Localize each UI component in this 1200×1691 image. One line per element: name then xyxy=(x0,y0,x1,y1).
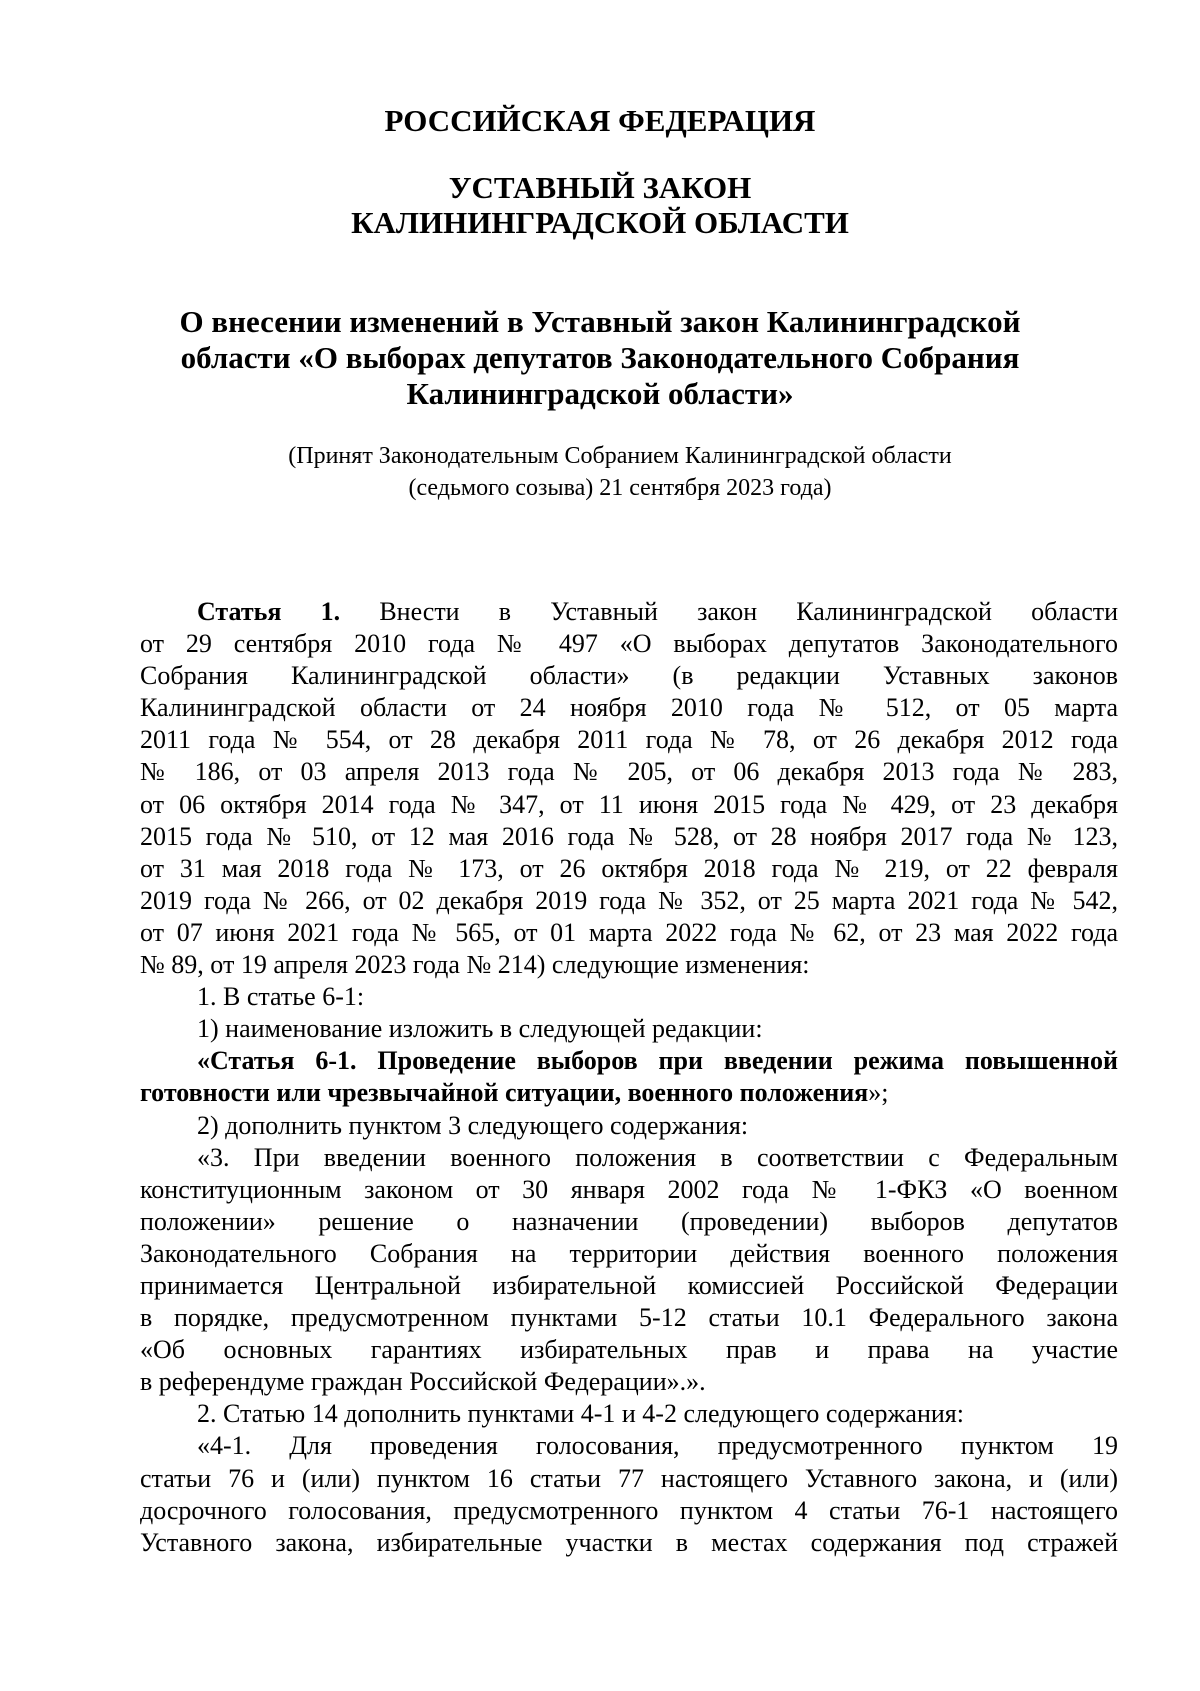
law-title-line2: области «О выборах депутатов Законодательного Собрания xyxy=(180,340,1020,375)
point-3-line: в порядке, предусмотренном пунктами 5-12 статьи 10.1 Федерального закона xyxy=(140,1303,1118,1333)
article-1-line: Калининградской области от 24 ноября 2010 года № 512, от 05 марта xyxy=(140,693,1118,723)
article-1-line: 2019 года № 266, от 02 декабря 2019 года № 352, от 25 марта 2021 года № 542, xyxy=(140,885,1118,915)
law-title-line1: О внесении изменений в Уставный закон Калининградской xyxy=(179,304,1021,339)
point-3-line: «3. При введении военного положения в соответствии с Федеральным xyxy=(197,1142,1118,1172)
law-type-heading-line1: УСТАВНЫЙ ЗАКОН xyxy=(448,170,752,205)
article-1-line: от 06 октября 2014 года № 347, от 11 июня 2015 года № 429, от 23 декабря xyxy=(140,789,1118,819)
article-1-line: от 07 июня 2021 года № 565, от 01 марта 2022 года № 62, от 23 мая 2022 года xyxy=(140,917,1118,947)
point-4-1-line: статьи 76 и (или) пунктом 16 статьи 77 настоящего Уставного закона, и (или) xyxy=(140,1463,1118,1493)
point-4-1-line: «4-1. Для проведения голосования, предусмотренного пунктом 19 xyxy=(197,1431,1118,1461)
point-3-line: положении» решение о назначении (проведении) выборов депутатов xyxy=(140,1206,1118,1236)
article-1-line: № 186, от 03 апреля 2013 года № 205, от 06 декабря 2013 года № 283, xyxy=(140,757,1118,787)
point-3-line: Законодательного Собрания на территории действия военного положения xyxy=(140,1238,1118,1268)
article-1-line-1: Статья 1. Внести в Уставный закон Калининградской области xyxy=(197,597,1119,626)
country-heading: РОССИЙСКАЯ ФЕДЕРАЦИЯ xyxy=(384,103,816,138)
article-1-line: 2015 года № 510, от 12 мая 2016 года № 528, от 28 ноября 2017 года № 123, xyxy=(140,821,1118,851)
adoption-note-line2: (седьмого созыва) 21 сентября 2023 года) xyxy=(408,475,832,501)
new-article-title-line2: готовности или чрезвычайной ситуации, военного положения»; xyxy=(140,1078,889,1108)
point-4-1-line: Уставного закона, избирательные участки в местах содержания под стражей xyxy=(140,1527,1118,1557)
article-1-line: № 89, от 19 апреля 2023 года № 214) следующие изменения: xyxy=(140,950,810,980)
point-3-line: в референдуме граждан Российской Федерации».». xyxy=(140,1367,706,1397)
item-1: 1. В статье 6-1: xyxy=(197,982,365,1012)
law-type-heading-line2: КАЛИНИНГРАДСКОЙ ОБЛАСТИ xyxy=(351,205,849,240)
article-1-line: от 31 мая 2018 года № 173, от 26 октября 2018 года № 219, от 22 февраля xyxy=(140,853,1118,883)
point-4-1-line: досрочного голосования, предусмотренного пунктом 4 статьи 76-1 настоящего xyxy=(140,1495,1118,1525)
subitem-1: 1) наименование изложить в следующей редакции: xyxy=(197,1014,763,1044)
new-article-title-line1: «Статья 6-1. Проведение выборов при введении режима повышенной xyxy=(197,1046,1118,1076)
article-label: Статья 1. xyxy=(197,597,341,626)
adoption-note-line1: (Принят Законодательным Собранием Калининградской области xyxy=(288,443,952,469)
item-2: 2. Статью 14 дополнить пунктами 4-1 и 4-2 следующего содержания: xyxy=(197,1399,964,1429)
point-3-line: «Об основных гарантиях избирательных прав и права на участие xyxy=(140,1335,1118,1365)
article-1-line: Собрания Калининградской области» (в редакции Уставных законов xyxy=(140,661,1118,691)
point-3-line: принимается Центральной избирательной комиссией Российской Федерации xyxy=(140,1270,1118,1300)
subitem-2: 2) дополнить пунктом 3 следующего содержания: xyxy=(197,1110,749,1140)
article-1-line: 2011 года № 554, от 28 декабря 2011 года № 78, от 26 декабря 2012 года xyxy=(140,725,1118,755)
article-1-body xyxy=(140,596,1118,1559)
point-3-line: конституционным законом от 30 января 2002 года № 1-ФКЗ «О военном xyxy=(140,1174,1118,1204)
law-title-line3: Калининградской области» xyxy=(406,376,794,411)
article-1-line: от 29 сентября 2010 года № 497 «О выборах депутатов Законодательного xyxy=(140,629,1118,659)
